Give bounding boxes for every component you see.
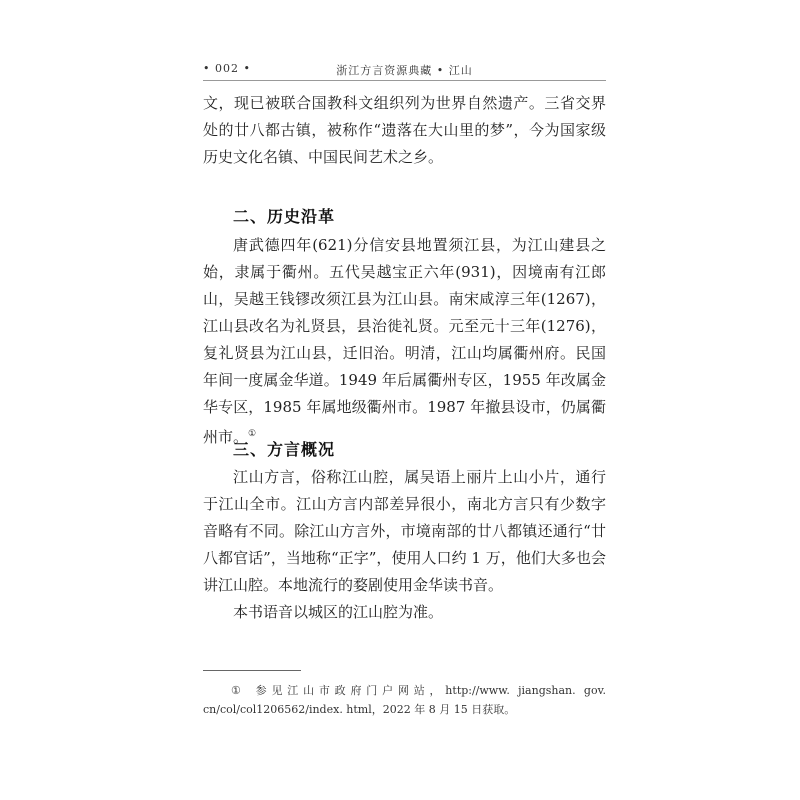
footnote — [203, 681, 606, 719]
paragraph: 文，现已被联合国教科文组织列为世界自然遗产。三省交界处的廿八都古镇，被称作“遗落在大山里的梦”，今为国家级历史文化名镇、中国民间艺术之乡。 — [203, 94, 606, 166]
section-history-body — [203, 232, 606, 451]
section-heading-dialect: 三、方言概况 — [233, 440, 336, 459]
section-heading-history: 二、历史沿革 — [233, 207, 336, 226]
running-header — [203, 58, 606, 80]
paragraph: 江山方言，俗称江山腔，属吴语上丽片上山小片，通行于江山全市。江山方言内部差异很小，南北方言只有少数字音略有不同。除江山方言外，市境南部的廿八都镇还通行“廿八都官话”，当地称“正字”，使用人口约 1 万，他们大多也会讲江山腔。本地流行的婺剧使用金华读书音。 — [203, 468, 606, 594]
paragraph: 唐武德四年(621)分信安县地置须江县，为江山建县之始，隶属于衢州。五代吴越宝正六年(931)，因境南有江郎山，吴越王钱镠改须江县为江山县。南宋咸淳三年(1267)，江山县改名为礼贤县，县治徙礼贤。元至元十三年(1276)，复礼贤县为江山县，迁旧治。明清，江山均属衢州府。民国年间一度属金华道。1949 年后属衢州专区，1955 年改属金华专区，1985 年属地级衢州市。1987 年撤县设市，仍属衢州市。① — [203, 236, 606, 446]
page-number: • 002 • — [203, 62, 251, 75]
header-rule — [203, 80, 606, 81]
book-title: 浙江方言资源典藏 • 江山 — [336, 64, 473, 77]
book-page — [203, 0, 606, 800]
paragraph: 本书语音以城区的江山腔为准。 — [233, 603, 444, 621]
footnote-mark: ① — [231, 684, 246, 697]
section-dialect-body — [203, 464, 606, 626]
footnote-ref[interactable]: ① — [248, 429, 257, 439]
footnote-rule — [203, 670, 301, 671]
footnote-text: 参见江山市政府门户网站，http://www. jiangshan. gov. cn/col/col1206562/index. html，2022 年 8 月 15 日获取。 — [203, 684, 606, 716]
intro-continuation — [203, 90, 606, 171]
